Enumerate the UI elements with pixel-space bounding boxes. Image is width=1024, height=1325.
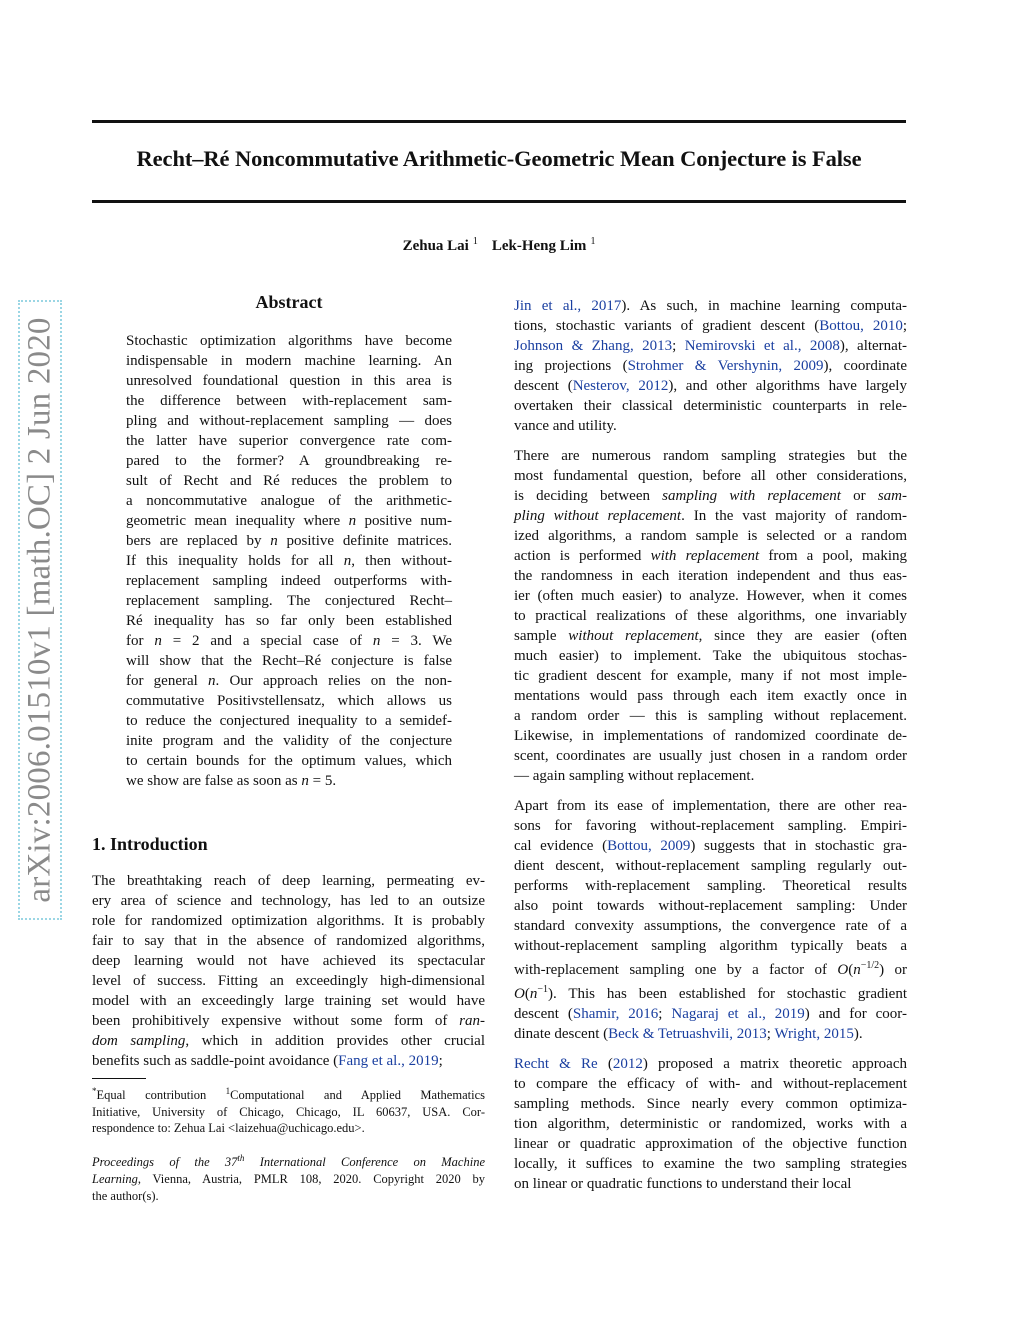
paragraph-3: [514, 796, 907, 1044]
text-line: Johnson & Zhang, 2013; Nemirovski et al., 2008), alternat-: [514, 338, 908, 354]
text-line: to reduce the conjectured inequality to a semidef-: [126, 713, 452, 729]
text-line: mentations would pass through each item exactly once in: [514, 688, 907, 704]
text-line: pling without replacement. In the vast majority of random-: [514, 508, 907, 524]
text-line: the latter have superior convergence rate com-: [126, 433, 452, 449]
proceedings-line: the author(s).: [92, 1189, 159, 1204]
abstract-paragraph: [126, 331, 452, 791]
text-line: pared to the former? A groundbreaking re-: [126, 453, 452, 469]
author-affiliation-mark: 1: [590, 236, 596, 247]
text-line: inite program and the validity of the conjecture: [126, 733, 452, 749]
proceedings-line: Proceedings of the 37th International Conference on Machine: [92, 1153, 485, 1170]
text-line: sons for favoring without-replacement sampling. Empiri-: [514, 818, 907, 834]
text-line: to certain bounds for the optimum values, which: [126, 753, 452, 769]
text-line: sult of Recht and Ré reduces the problem to: [126, 473, 452, 489]
text-line: geometric mean inequality where n positive num-: [126, 513, 452, 529]
abstract-heading: Abstract: [255, 292, 323, 312]
text-line: fair to say that in the absence of randomized algorithms,: [92, 933, 485, 949]
text-line: performs with-replacement sampling. Theoretical results: [514, 878, 907, 894]
title-rule-top: [92, 120, 906, 123]
right-column: [514, 296, 907, 1194]
text-line: ized algorithms, a random sample is selected or a random: [514, 528, 907, 544]
text-line: dom sampling, which in addition provides other crucial: [92, 1033, 485, 1049]
introduction-paragraph: [92, 871, 485, 1071]
text-line: much easier) to implement. Take the ubiquitous stochas-: [514, 648, 907, 664]
text-line: linear or quadratic approximation of the objective function: [514, 1136, 907, 1152]
text-line: ier (often much easier) to analyze. However, when it comes: [514, 588, 907, 604]
text-line: without-replacement sampling algorithm typically beats a: [514, 938, 907, 954]
text-line: dinate descent (Beck & Tetruashvili, 2013; Wright, 2015).: [514, 1026, 863, 1042]
text-line: If this inequality holds for all n, then without-: [126, 553, 453, 569]
paragraph-4: [514, 1054, 907, 1194]
text-line: replacement sampling. The conjectured Recht–: [126, 593, 452, 609]
author-name: Lek-Heng Lim: [491, 238, 587, 254]
text-line: Apart from its ease of implementation, there are other rea-: [514, 798, 907, 814]
text-line: indispensable in modern machine learning. An: [126, 353, 452, 369]
text-line: Ré inequality has so far only been established: [126, 613, 452, 629]
paper-title: Recht–Ré Noncommutative Arithmetic-Geometric Mean Conjecture is False: [136, 146, 862, 171]
intro-paragraph-1: [92, 871, 485, 1071]
text-line: sample without replacement, since they are easier (often: [514, 628, 907, 644]
text-line: Stochastic optimization algorithms have become: [126, 333, 452, 349]
author-list: [92, 236, 906, 255]
paragraph-1: [514, 296, 907, 436]
text-line: model with an exceedingly large training set would have: [92, 993, 485, 1009]
text-line: role for randomized optimization algorithms. It is probably: [92, 913, 485, 929]
text-line: tic gradient descent for example, many if not most imple-: [514, 668, 907, 684]
footnote: [92, 1083, 485, 1137]
text-line: descent (Shamir, 2016; Nagaraj et al., 2019) and for coor-: [514, 1006, 908, 1022]
footnote-line: respondence to: Zehua Lai <laizehua@uchicago.edu>.: [92, 1121, 365, 1136]
arxiv-identifier[interactable]: arXiv:2006.01510v1 [math.OC] 2 Jun 2020: [21, 317, 58, 903]
proceedings-note: [92, 1150, 485, 1205]
text-line: ery area of science and technology, has led to an outsize: [92, 893, 485, 909]
text-line: with-replacement sampling one by a factor of $O(n^{-1/2})$ or: [514, 960, 907, 978]
text-line: will show that the Recht–Ré conjecture is false: [126, 653, 452, 669]
abstract-body: [126, 331, 452, 791]
text-line: cal evidence (Bottou, 2009) suggests that in stochastic gra-: [514, 838, 907, 854]
text-line: is deciding between sampling with replacement or sam-: [514, 488, 907, 504]
author-name: Zehua Lai: [402, 238, 469, 254]
text-line: $O(n^{-1})$. This has been established for stochastic gradient: [514, 984, 907, 1002]
author-affiliation-mark: 1: [472, 236, 478, 247]
text-line: standard convexity assumptions, the convergence rate of a: [514, 918, 907, 934]
text-line: a random order — this is sampling without replacement.: [514, 708, 907, 724]
text-line: ing projections (Strohmer & Vershynin, 2009), coordinate: [514, 358, 907, 374]
text-line: Jin et al., 2017). As such, in machine learning computa-: [514, 298, 907, 314]
text-line: the randomness in each iteration independent and thus eas-: [514, 568, 907, 584]
proceedings-line: Learning, Vienna, Austria, PMLR 108, 2020. Copyright 2020 by: [92, 1172, 485, 1187]
text-line: benefits such as saddle-point avoidance (Fang et al., 2019;: [92, 1053, 443, 1069]
text-line: tions, stochastic variants of gradient descent (Bottou, 2010;: [514, 318, 908, 334]
text-line: the difference between with-replacement sam-: [126, 393, 452, 409]
text-line: pling and without-replacement sampling — does: [126, 413, 452, 429]
footnote-line: *Equal contribution $^1$Computational and Applied Mathematics: [92, 1086, 485, 1103]
text-line: scent, coordinates are usually just chosen in a random order: [514, 748, 907, 764]
text-line: for general n. Our approach relies on the non-: [126, 673, 452, 689]
text-line: vance and utility.: [514, 418, 617, 434]
section-heading-introduction: 1. Introduction: [92, 834, 208, 854]
text-line: we show are false as soon as n = 5.: [126, 773, 337, 789]
text-line: most fundamental question, before all other considerations,: [514, 468, 907, 484]
text-line: been prohibitively expensive without some form of ran-: [92, 1013, 485, 1029]
text-line: on linear or quadratic functions to understand their local: [514, 1176, 852, 1192]
text-line: to compare the efficacy of with- and without-replacement: [514, 1076, 907, 1092]
title-rule-bottom: [92, 200, 906, 203]
text-line: a noncommutative analogue of the arithmetic-: [126, 493, 452, 509]
text-line: tion algorithm, deterministic or randomized, works with a: [514, 1116, 907, 1132]
text-line: level of success. Fitting an exceedingly high-dimensional: [92, 973, 485, 989]
text-line: Recht & Re (2012) proposed a matrix theoretic approach: [514, 1056, 908, 1072]
text-line: replacement sampling indeed outperforms with-: [126, 573, 452, 589]
text-line: commutative Positivstellensatz, which allows us: [126, 693, 452, 709]
text-line: to practical realizations of these algorithms, one invariably: [514, 608, 907, 624]
text-line: action is performed with replacement from a pool, making: [514, 548, 908, 564]
text-line: for n = 2 and a special case of n = 3. We: [126, 633, 452, 649]
text-line: overtaken their classical deterministic counterparts in rele-: [514, 398, 907, 414]
footnote-rule: [92, 1078, 146, 1079]
text-line: Likewise, in implementations of randomized coordinate de-: [514, 728, 907, 744]
text-line: also point towards without-replacement sampling: Under: [514, 898, 907, 914]
text-line: — again sampling without replacement.: [514, 768, 755, 784]
text-line: There are numerous random sampling strategies but the: [514, 448, 907, 464]
text-line: The breathtaking reach of deep learning, permeating ev-: [92, 873, 485, 889]
footnote-line: Initiative, University of Chicago, Chicago, IL 60637, USA. Cor-: [92, 1104, 485, 1119]
text-line: sampling methods. Since nearly every common optimiza-: [514, 1096, 907, 1112]
text-line: deep learning would not have achieved its spectacular: [92, 953, 485, 969]
text-line: locally, it suffices to examine the two sampling strategies: [514, 1156, 907, 1172]
text-line: dient descent, without-replacement sampling regularly out-: [514, 858, 907, 874]
text-line: unresolved foundational question in this area is: [126, 373, 452, 389]
paragraph-2: [514, 446, 907, 786]
text-line: descent (Nesterov, 2012), and other algorithms have largely: [514, 378, 907, 394]
text-line: bers are replaced by n positive definite matrices.: [126, 533, 452, 549]
